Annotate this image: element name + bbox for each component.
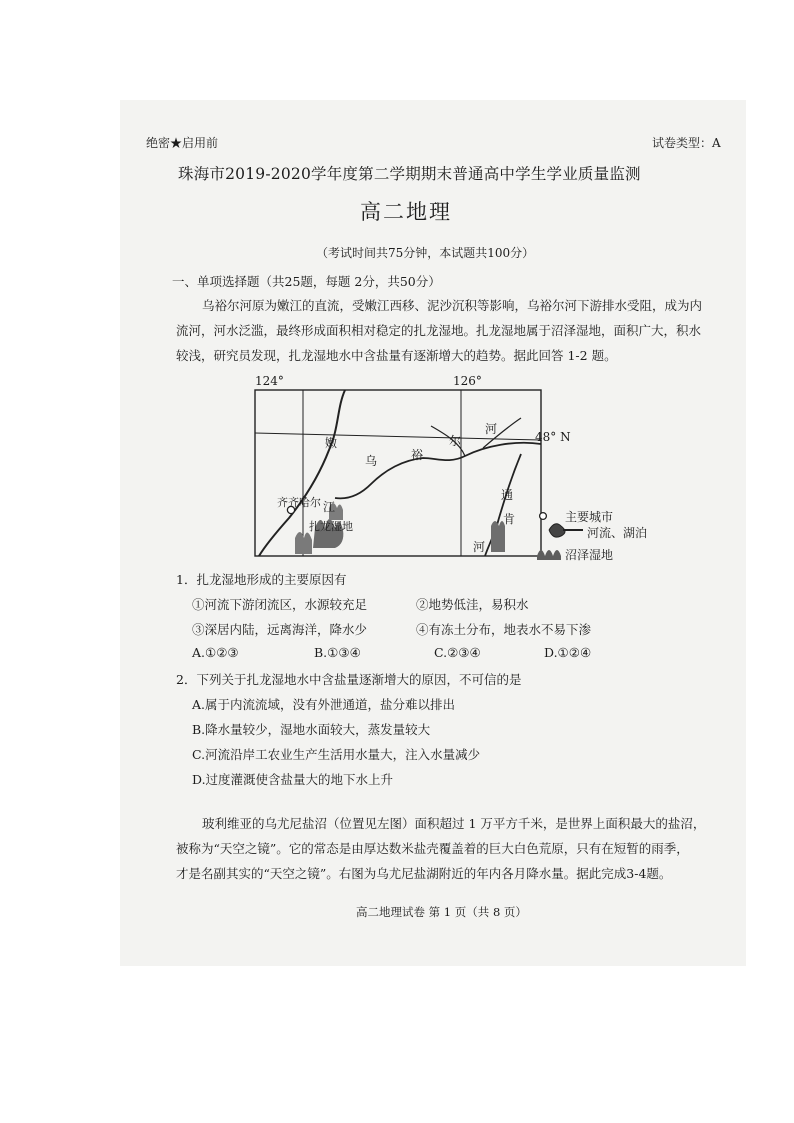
city-label: 齐齐哈尔: [277, 496, 321, 509]
q1-option: ②地势低洼，易积水: [416, 597, 529, 612]
wuyuer-label: 河: [485, 422, 498, 436]
wuyuer-label: 裕: [411, 448, 424, 462]
lon-left-label: 124°: [255, 374, 284, 388]
lat-label: 48° N: [535, 430, 571, 444]
q2-stem: 2．下列关于扎龙湿地水中含盐量逐渐增大的原因，不可信的是: [176, 672, 522, 687]
exam-page: [120, 100, 746, 966]
section-heading: 一、单项选择题（共25题，每题 2分，共50分）: [172, 274, 441, 289]
legend-city-icon: [540, 513, 547, 520]
passage-line: 才是名副其实的“天空之镜”。右图为乌尤尼盐湖附近的年内各月降水量。据此完成3-4题。: [176, 866, 672, 881]
legend-city-label: 主要城市: [565, 510, 614, 524]
q1-choice-d: D.①②④: [544, 645, 592, 660]
tongken-label: 河: [473, 540, 486, 554]
q2-choice-b: B.降水量较少，湿地水面较大，蒸发量较大: [192, 722, 431, 737]
parallel-48: [255, 433, 541, 440]
legend-lake-icon: [549, 524, 565, 537]
wuyuer-label: 尔: [449, 434, 462, 448]
tongken-label: 通: [501, 488, 514, 502]
passage-line: 玻利维亚的乌尤尼盐沼（位置见左图）面积超过 1 万平方千米，是世界上面积最大的盐沼，: [202, 816, 706, 831]
q2-choice-a: A.属于内流流域，没有外泄通道，盐分难以排出: [192, 697, 456, 712]
wetland-label: 扎龙湿地: [309, 520, 353, 533]
q1-stem: 1．扎龙湿地形成的主要原因有: [176, 572, 347, 587]
q1-option: ①河流下游闭流区，水源较充足: [192, 597, 368, 612]
legend-marsh-icon: [537, 550, 561, 560]
secret-label: 绝密★启用前: [146, 136, 219, 150]
q1-option: ③深居内陆，远离海洋，降水少: [192, 622, 368, 637]
intro-line: 乌裕尔河原为嫩江的直流，受嫩江西移、泥沙沉积等影响，乌裕尔河下游排水受阻，成为内: [202, 298, 703, 313]
q1-option: ④有冻土分布，地表水不易下渗: [416, 622, 592, 637]
q2-choice-c: C.河流沿岸工农业生产生活用水量大，注入水量减少: [192, 747, 481, 762]
paper-type: 试卷类型：A: [652, 136, 721, 150]
nen-label: 嫩: [325, 436, 338, 450]
intro-line: 较浅，研究员发现，扎龙湿地水中含盐量有逐渐增大的趋势。据此回答 1-2 题。: [176, 348, 617, 363]
intro-line: 流河，河水泛滥，最终形成面积相对稳定的扎龙湿地。扎龙湿地属于沼泽湿地，面积广大，积水: [176, 323, 702, 338]
wuyuer-label: 乌: [365, 454, 378, 468]
passage-line: 被称为“天空之镜”。它的常态是由厚达数米盐壳覆盖着的巨大白色荒原，只有在短暂的雨季，: [176, 841, 689, 856]
q2-choice-d: D.过度灌溉使含盐量大的地下水上升: [192, 772, 394, 787]
q1-choice-b: B.①③④: [314, 645, 361, 660]
subject-title: 高二地理: [360, 200, 452, 224]
q1-choice-a: A.①②③: [192, 645, 239, 660]
exam-info: （考试时间共75分钟，本试题共100分）: [316, 246, 535, 260]
legend-marsh-label: 沼泽湿地: [565, 548, 614, 562]
page-title: 珠海市2019-2020学年度第二学期期末普通高中学生学业质量监测: [178, 165, 641, 183]
legend-river-label: 河流、湖泊: [587, 526, 648, 540]
lon-right-label: 126°: [453, 374, 482, 388]
page-footer: 高二地理试卷 第 1 页（共 8 页）: [356, 905, 527, 919]
nen-label: 江: [323, 500, 336, 514]
q1-choice-c: C.②③④: [434, 645, 481, 660]
tongken-label: 肯: [503, 512, 516, 526]
zhalong-map: [253, 374, 703, 658]
